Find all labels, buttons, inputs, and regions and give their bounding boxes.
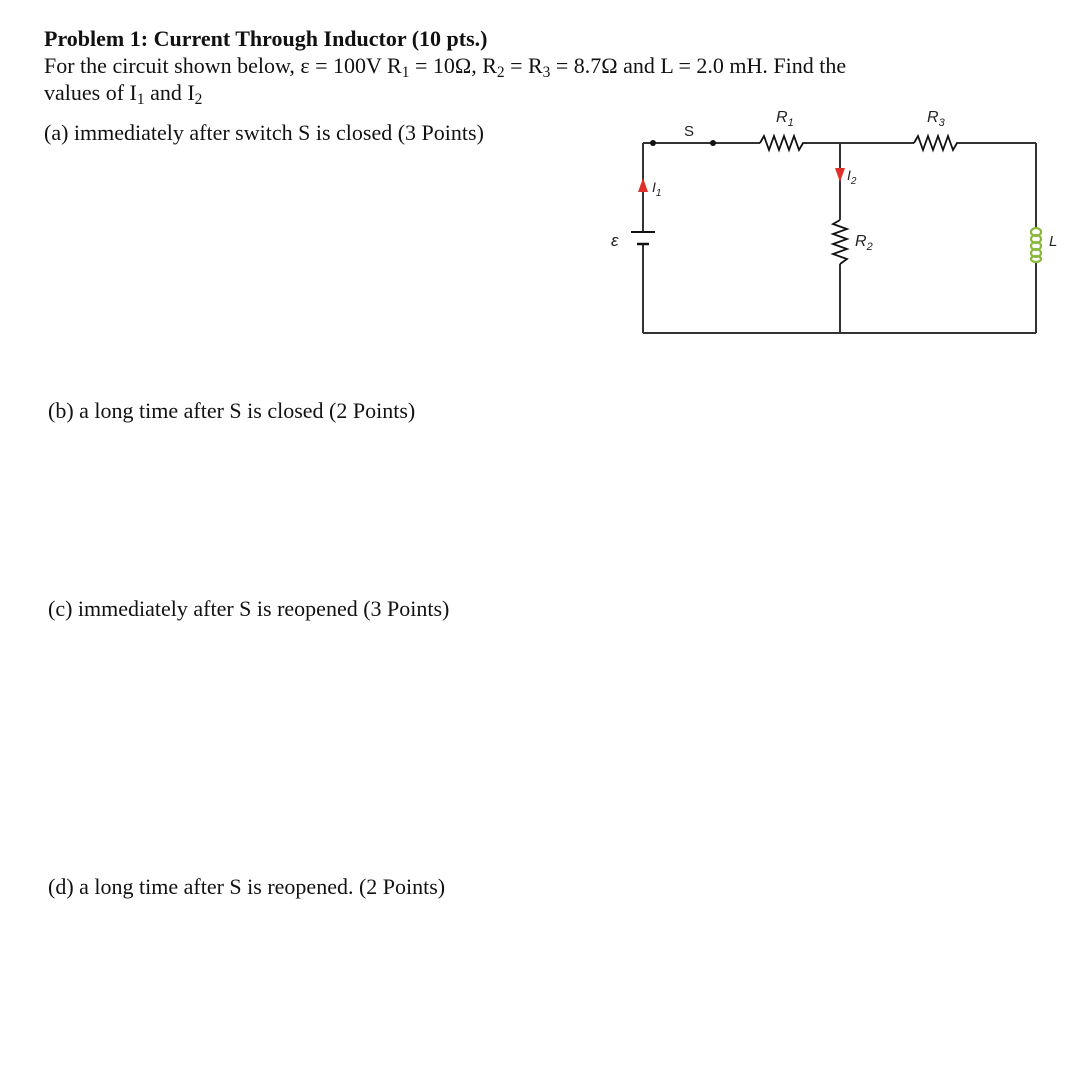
- emf-label: ε: [611, 231, 619, 250]
- problem-intro-continued: values of $I_1$ and $I_2$: [44, 80, 203, 108]
- part-a-question: (a) immediately after switch S is closed (3 Points): [44, 120, 484, 145]
- r1-resistor: [760, 136, 806, 150]
- part-b-question: (b) a long time after S is closed (2 Points): [48, 398, 416, 423]
- inductor-label: L: [1049, 233, 1058, 250]
- inductor-coil: [1031, 228, 1041, 262]
- i1-arrow-icon: [638, 178, 648, 192]
- part-d-question: (d) a long time after S is reopened. (2 Points): [48, 874, 446, 899]
- switch-label: S: [684, 123, 695, 140]
- part-c-question: (c) immediately after S is reopened (3 Points): [48, 596, 450, 621]
- switch-contact-left: [650, 140, 656, 146]
- r2-label: $R_2$: [855, 233, 873, 253]
- i2-label: $I_2$: [847, 167, 857, 187]
- problem-intro: For the circuit shown below, ε = 100V $R_1 = 10\Omega$, $R_2 = R_3 = 8.7\Omega$ and L = 2.0 mH. Find the: [44, 53, 847, 81]
- switch-contact-right: [710, 140, 716, 146]
- i1-label: $I_1$: [652, 179, 662, 199]
- problem-heading: Problem 1: Current Through Inductor (10 pts.): [44, 26, 488, 51]
- r1-label: $R_1$: [776, 109, 794, 129]
- r2-resistor: [833, 220, 847, 264]
- i2-arrow-icon: [835, 168, 845, 182]
- r3-resistor: [914, 136, 960, 150]
- r3-label: $R_3$: [927, 109, 945, 129]
